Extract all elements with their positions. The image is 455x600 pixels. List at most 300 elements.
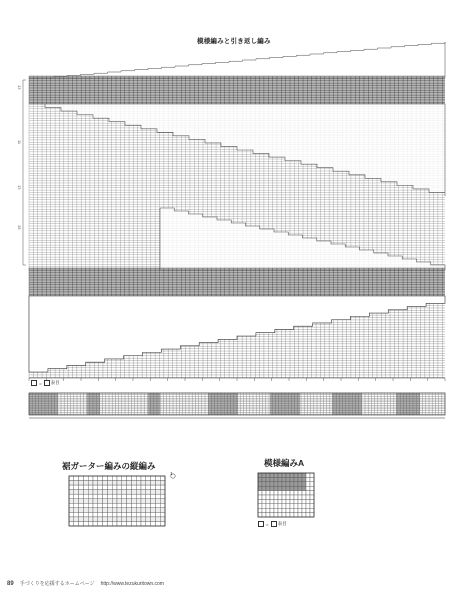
- pattern-a-cell: [282, 513, 286, 517]
- pattern-a-cell: [258, 504, 262, 508]
- pattern-a-cell: [290, 504, 294, 508]
- garter-cell: [69, 508, 74, 513]
- garter-cell: [117, 485, 122, 490]
- garter-cell: [83, 517, 88, 522]
- garter-cell: [107, 503, 112, 508]
- pattern-a-cell: [298, 513, 302, 517]
- garter-cell: [107, 490, 112, 495]
- garter-cell: [88, 494, 93, 499]
- garter-cell: [131, 499, 136, 504]
- garter-cell: [117, 490, 122, 495]
- garter-cell: [112, 512, 117, 517]
- garter-cell: [141, 521, 146, 526]
- garter-cell: [69, 494, 74, 499]
- garter-cell: [83, 490, 88, 495]
- pattern-a-cell: [290, 477, 294, 481]
- garter-cell: [93, 485, 98, 490]
- garter-cell: [98, 485, 103, 490]
- garter-cell: [112, 499, 117, 504]
- garter-cell: [136, 481, 141, 486]
- legend-box-symbol-2: [44, 380, 50, 386]
- garter-cell: [79, 485, 84, 490]
- pattern-a-cell: [286, 473, 290, 477]
- pattern-a-cell: [298, 508, 302, 512]
- pattern-a-cell: [302, 499, 306, 503]
- pattern-a-cell: [266, 482, 270, 486]
- pattern-a-cell: [270, 495, 274, 499]
- garter-cell: [93, 503, 98, 508]
- legend-equals: =: [39, 380, 42, 386]
- garter-cell: [112, 476, 117, 481]
- garter-cell: [146, 517, 151, 522]
- garter-cell: [141, 490, 146, 495]
- garter-cell: [69, 490, 74, 495]
- pattern-a-cell: [290, 473, 294, 477]
- garter-cell: [117, 503, 122, 508]
- garter-cell: [151, 494, 156, 499]
- garter-cell: [107, 508, 112, 513]
- garter-cell: [122, 485, 127, 490]
- garter-cell: [107, 517, 112, 522]
- garter-cell: [93, 517, 98, 522]
- garter-cell: [155, 485, 160, 490]
- garter-cell: [107, 476, 112, 481]
- garter-cell: [83, 494, 88, 499]
- pattern-a-cell: [294, 508, 298, 512]
- pattern-a-cell: [262, 482, 266, 486]
- pattern-a-cell: [306, 477, 310, 481]
- pattern-a-cell: [310, 477, 314, 481]
- pattern-a-legend: [258, 521, 287, 527]
- upper-right-wedge: [29, 104, 445, 196]
- pattern-a-cell: [294, 482, 298, 486]
- garter-cell: [88, 485, 93, 490]
- footer-url[interactable]: http://www.tezukuritown.com: [100, 580, 164, 587]
- garter-cell: [103, 494, 108, 499]
- garter-cell: [146, 512, 151, 517]
- garter-cell: [93, 494, 98, 499]
- garter-cell: [122, 476, 127, 481]
- pattern-a-cell: [302, 477, 306, 481]
- garter-cell: [74, 485, 79, 490]
- garter-cell: [103, 521, 108, 526]
- pattern-a-cell: [282, 495, 286, 499]
- garter-cell: [107, 499, 112, 504]
- garter-cell: [112, 521, 117, 526]
- pattern-a-cell: [278, 513, 282, 517]
- garter-cell: [151, 476, 156, 481]
- garter-cell: [131, 521, 136, 526]
- pattern-a-cell: [286, 495, 290, 499]
- garter-cell: [160, 508, 165, 513]
- pattern-a-cell: [274, 499, 278, 503]
- pattern-a-cell: [302, 491, 306, 495]
- garter-cell: [127, 517, 132, 522]
- garter-cell: [88, 508, 93, 513]
- pattern-a-cell: [306, 504, 310, 508]
- pattern-a-cell: [274, 477, 278, 481]
- garter-cell: [88, 517, 93, 522]
- pattern-a-cell: [290, 491, 294, 495]
- garter-cell: [127, 476, 132, 481]
- garter-cell: [74, 508, 79, 513]
- pattern-a-cell: [266, 477, 270, 481]
- pattern-a-cell: [274, 508, 278, 512]
- garter-cell: [155, 517, 160, 522]
- garter-cell: [83, 503, 88, 508]
- garter-cell: [93, 521, 98, 526]
- garter-knitting-chart: [65, 472, 180, 532]
- pattern-a-cell: [306, 486, 310, 490]
- garter-cell: [151, 485, 156, 490]
- garter-cell: [79, 476, 84, 481]
- garter-cell: [136, 485, 141, 490]
- garter-cell: [88, 512, 93, 517]
- garter-cell: [122, 494, 127, 499]
- garter-cell: [79, 517, 84, 522]
- pattern-a-cell: [310, 499, 314, 503]
- pattern-a-cell: [294, 504, 298, 508]
- pattern-a-cell: [290, 486, 294, 490]
- garter-cell: [146, 494, 151, 499]
- side-label-1: 13: [17, 85, 22, 90]
- garter-cell: [117, 481, 122, 486]
- garter-cell: [103, 499, 108, 504]
- garter-cell: [127, 508, 132, 513]
- garter-cell: [83, 508, 88, 513]
- garter-cell: [79, 503, 84, 508]
- garter-cell: [141, 508, 146, 513]
- garter-cell: [141, 476, 146, 481]
- garter-cell: [79, 508, 84, 513]
- garter-cell: [136, 512, 141, 517]
- garter-cell: [141, 503, 146, 508]
- pattern-a-cell: [262, 477, 266, 481]
- pattern-a-cell: [290, 513, 294, 517]
- garter-cell: [88, 521, 93, 526]
- garter-cell: [98, 494, 103, 499]
- garter-cell: [93, 490, 98, 495]
- pattern-a-cell: [270, 513, 274, 517]
- pattern-a-cell: [286, 513, 290, 517]
- pattern-a-cell: [258, 477, 262, 481]
- garter-cell: [112, 494, 117, 499]
- garter-cell: [69, 481, 74, 486]
- side-label-2: 11: [17, 140, 22, 145]
- garter-cell: [98, 476, 103, 481]
- pattern-a-cell: [298, 504, 302, 508]
- pattern-a-cell: [294, 491, 298, 495]
- pattern-a-cell: [290, 508, 294, 512]
- pattern-a-cell: [274, 491, 278, 495]
- garter-cell: [160, 494, 165, 499]
- garter-cell: [127, 503, 132, 508]
- garter-cell: [127, 490, 132, 495]
- pattern-a-cell: [282, 504, 286, 508]
- page-number: 89: [7, 580, 14, 587]
- pattern-a-cell: [258, 491, 262, 495]
- garter-cell: [160, 476, 165, 481]
- garter-cell: [69, 512, 74, 517]
- garter-cell: [103, 476, 108, 481]
- garter-cell: [103, 490, 108, 495]
- pattern-a-cell: [306, 499, 310, 503]
- pattern-a-cell: [274, 495, 278, 499]
- garter-cell: [131, 481, 136, 486]
- strip-pattern-block: [148, 393, 160, 415]
- garter-cell: [69, 503, 74, 508]
- garter-cell: [79, 490, 84, 495]
- garter-cell: [98, 521, 103, 526]
- pattern-a-cell: [278, 486, 282, 490]
- garter-cell: [136, 517, 141, 522]
- garter-cell: [98, 508, 103, 513]
- pattern-a-cell: [294, 473, 298, 477]
- pattern-a-cell: [258, 499, 262, 503]
- garter-cell: [83, 476, 88, 481]
- pattern-a-cell: [286, 504, 290, 508]
- pattern-a-cell: [270, 491, 274, 495]
- garter-chart-title: 裾ガーター編みの縦編み: [62, 461, 156, 471]
- pattern-a-cell: [270, 482, 274, 486]
- garter-cell: [74, 517, 79, 522]
- garter-cell: [74, 503, 79, 508]
- garter-cell: [93, 499, 98, 504]
- pattern-a-cell: [274, 473, 278, 477]
- garter-cell: [98, 517, 103, 522]
- garter-cell: [79, 494, 84, 499]
- pattern-a-cell: [294, 477, 298, 481]
- garter-cell: [117, 521, 122, 526]
- strip-pattern-block: [87, 393, 100, 415]
- garter-cell: [151, 481, 156, 486]
- pattern-a-cell: [282, 486, 286, 490]
- garter-cell: [155, 481, 160, 486]
- garter-cell: [79, 512, 84, 517]
- garter-cell: [107, 494, 112, 499]
- pattern-a-cell: [298, 473, 302, 477]
- strip-pattern-block: [29, 393, 58, 415]
- pattern-a-cell: [266, 486, 270, 490]
- garter-cell: [160, 499, 165, 504]
- garter-cell: [131, 503, 136, 508]
- garter-cell: [127, 485, 132, 490]
- garter-cell: [74, 521, 79, 526]
- garter-cell: [146, 521, 151, 526]
- pattern-a-cell: [302, 473, 306, 477]
- legend-box-symbol-a-2: [271, 521, 277, 527]
- pattern-a-cell: [278, 495, 282, 499]
- pattern-a-cell: [310, 486, 314, 490]
- pattern-a-title: 模様編みA: [264, 458, 305, 468]
- garter-cell: [103, 481, 108, 486]
- footer-site-text: 手づくりを応援するホームページ: [19, 581, 95, 587]
- pattern-a-cell: [282, 491, 286, 495]
- pattern-a-cell: [302, 513, 306, 517]
- pattern-a-cell: [262, 473, 266, 477]
- main-chart-legend: [31, 380, 60, 386]
- garter-cell: [160, 512, 165, 517]
- pattern-a-cell: [282, 473, 286, 477]
- garter-cell: [122, 517, 127, 522]
- pattern-a-cell: [258, 486, 262, 490]
- garter-cell: [88, 503, 93, 508]
- garter-cell: [74, 494, 79, 499]
- garter-cell: [74, 512, 79, 517]
- garter-cell: [93, 508, 98, 513]
- garter-cell: [127, 481, 132, 486]
- top-staircase: [29, 42, 445, 78]
- pattern-a-cell: [266, 495, 270, 499]
- pattern-a-cell: [278, 504, 282, 508]
- garter-cell: [136, 508, 141, 513]
- pattern-a-cell: [274, 486, 278, 490]
- garter-cell: [160, 490, 165, 495]
- pattern-a-cell: [286, 477, 290, 481]
- pattern-a-cell: [274, 482, 278, 486]
- garter-cell: [155, 521, 160, 526]
- pattern-a-cell: [290, 499, 294, 503]
- garter-cell: [98, 490, 103, 495]
- garter-cell: [141, 481, 146, 486]
- legend-equals-a: =: [266, 521, 269, 527]
- garter-cell: [83, 485, 88, 490]
- pattern-a-cell: [298, 482, 302, 486]
- pattern-a-cell: [294, 499, 298, 503]
- garter-cell: [117, 512, 122, 517]
- garter-cell: [155, 476, 160, 481]
- garter-cell: [107, 485, 112, 490]
- pattern-a-cell: [282, 508, 286, 512]
- pattern-a-cell: [278, 477, 282, 481]
- legend-meaning: 表目: [50, 380, 60, 385]
- page-footer: [7, 580, 164, 587]
- garter-cell: [117, 494, 122, 499]
- garter-cell: [83, 521, 88, 526]
- pattern-a-cell: [310, 491, 314, 495]
- garter-cell: [146, 481, 151, 486]
- pattern-a-cell: [266, 491, 270, 495]
- pattern-a-cell: [310, 473, 314, 477]
- pattern-a-cell: [286, 491, 290, 495]
- garter-cell: [151, 521, 156, 526]
- garter-cell: [141, 517, 146, 522]
- garter-cell: [69, 476, 74, 481]
- pattern-a-cell: [310, 513, 314, 517]
- garter-cell: [151, 508, 156, 513]
- pattern-a-cell: [270, 508, 274, 512]
- garter-cell: [146, 490, 151, 495]
- pattern-a-cell: [294, 495, 298, 499]
- legend-box-symbol: [31, 380, 37, 386]
- garter-cell: [98, 512, 103, 517]
- pattern-a-cell: [278, 491, 282, 495]
- pattern-a-cell: [282, 499, 286, 503]
- pattern-a-cell: [294, 513, 298, 517]
- left-bracket: [23, 80, 26, 265]
- garter-cell: [146, 476, 151, 481]
- pattern-a-cell: [306, 491, 310, 495]
- garter-cell: [122, 512, 127, 517]
- pattern-a-cell: [306, 473, 310, 477]
- pattern-a-cell: [298, 486, 302, 490]
- pattern-a-cell: [286, 482, 290, 486]
- garter-cell: [136, 503, 141, 508]
- garter-cell: [136, 499, 141, 504]
- garter-cell: [160, 521, 165, 526]
- garter-cell: [74, 481, 79, 486]
- side-label-4: 15: [17, 225, 22, 230]
- pattern-a-cell: [258, 513, 262, 517]
- garter-cell: [127, 521, 132, 526]
- pattern-a-cell: [310, 504, 314, 508]
- pattern-a-cell: [262, 504, 266, 508]
- garter-cell: [131, 485, 136, 490]
- garter-cell: [107, 521, 112, 526]
- pattern-a-cell: [302, 504, 306, 508]
- garter-cell: [88, 499, 93, 504]
- pattern-a-cell: [262, 491, 266, 495]
- pattern-a-cell: [262, 495, 266, 499]
- garter-cell: [122, 481, 127, 486]
- pattern-a-cell: [306, 513, 310, 517]
- pattern-a-cell: [298, 491, 302, 495]
- pattern-a-cell: [278, 482, 282, 486]
- garter-cell: [131, 476, 136, 481]
- strip-pattern-block: [270, 393, 300, 415]
- garter-cell: [131, 512, 136, 517]
- garter-cell: [112, 490, 117, 495]
- pattern-a-cell: [266, 504, 270, 508]
- garter-cell: [122, 499, 127, 504]
- pattern-a-cell: [290, 482, 294, 486]
- pattern-a-cell: [286, 508, 290, 512]
- pattern-a-cell: [282, 477, 286, 481]
- pattern-a-cell: [262, 508, 266, 512]
- garter-cell: [69, 517, 74, 522]
- pattern-a-cell: [262, 486, 266, 490]
- garter-cell: [74, 476, 79, 481]
- pattern-a-cell: [266, 508, 270, 512]
- garter-cell: [93, 512, 98, 517]
- garter-cell: [155, 499, 160, 504]
- legend-meaning-a: 表目: [277, 521, 287, 526]
- garter-cell: [160, 485, 165, 490]
- pattern-a-cell: [262, 499, 266, 503]
- pattern-a-cell: [298, 477, 302, 481]
- garter-cell: [88, 490, 93, 495]
- pattern-a-cell: [258, 508, 262, 512]
- garter-cell: [122, 508, 127, 513]
- garter-cell: [83, 499, 88, 504]
- garter-cell: [79, 499, 84, 504]
- garter-cell: [131, 494, 136, 499]
- pattern-a-cell: [274, 504, 278, 508]
- garter-cell: [112, 481, 117, 486]
- garter-cell: [112, 508, 117, 513]
- garter-cell: [155, 512, 160, 517]
- garter-cell: [151, 512, 156, 517]
- garter-cell: [117, 517, 122, 522]
- garter-cell: [160, 517, 165, 522]
- garter-cell: [69, 485, 74, 490]
- garter-cell: [146, 503, 151, 508]
- pattern-a-cell: [310, 495, 314, 499]
- garter-right-label: 1: [170, 471, 173, 476]
- pattern-a-cell: [282, 482, 286, 486]
- garter-cell: [122, 521, 127, 526]
- garter-cell: [103, 508, 108, 513]
